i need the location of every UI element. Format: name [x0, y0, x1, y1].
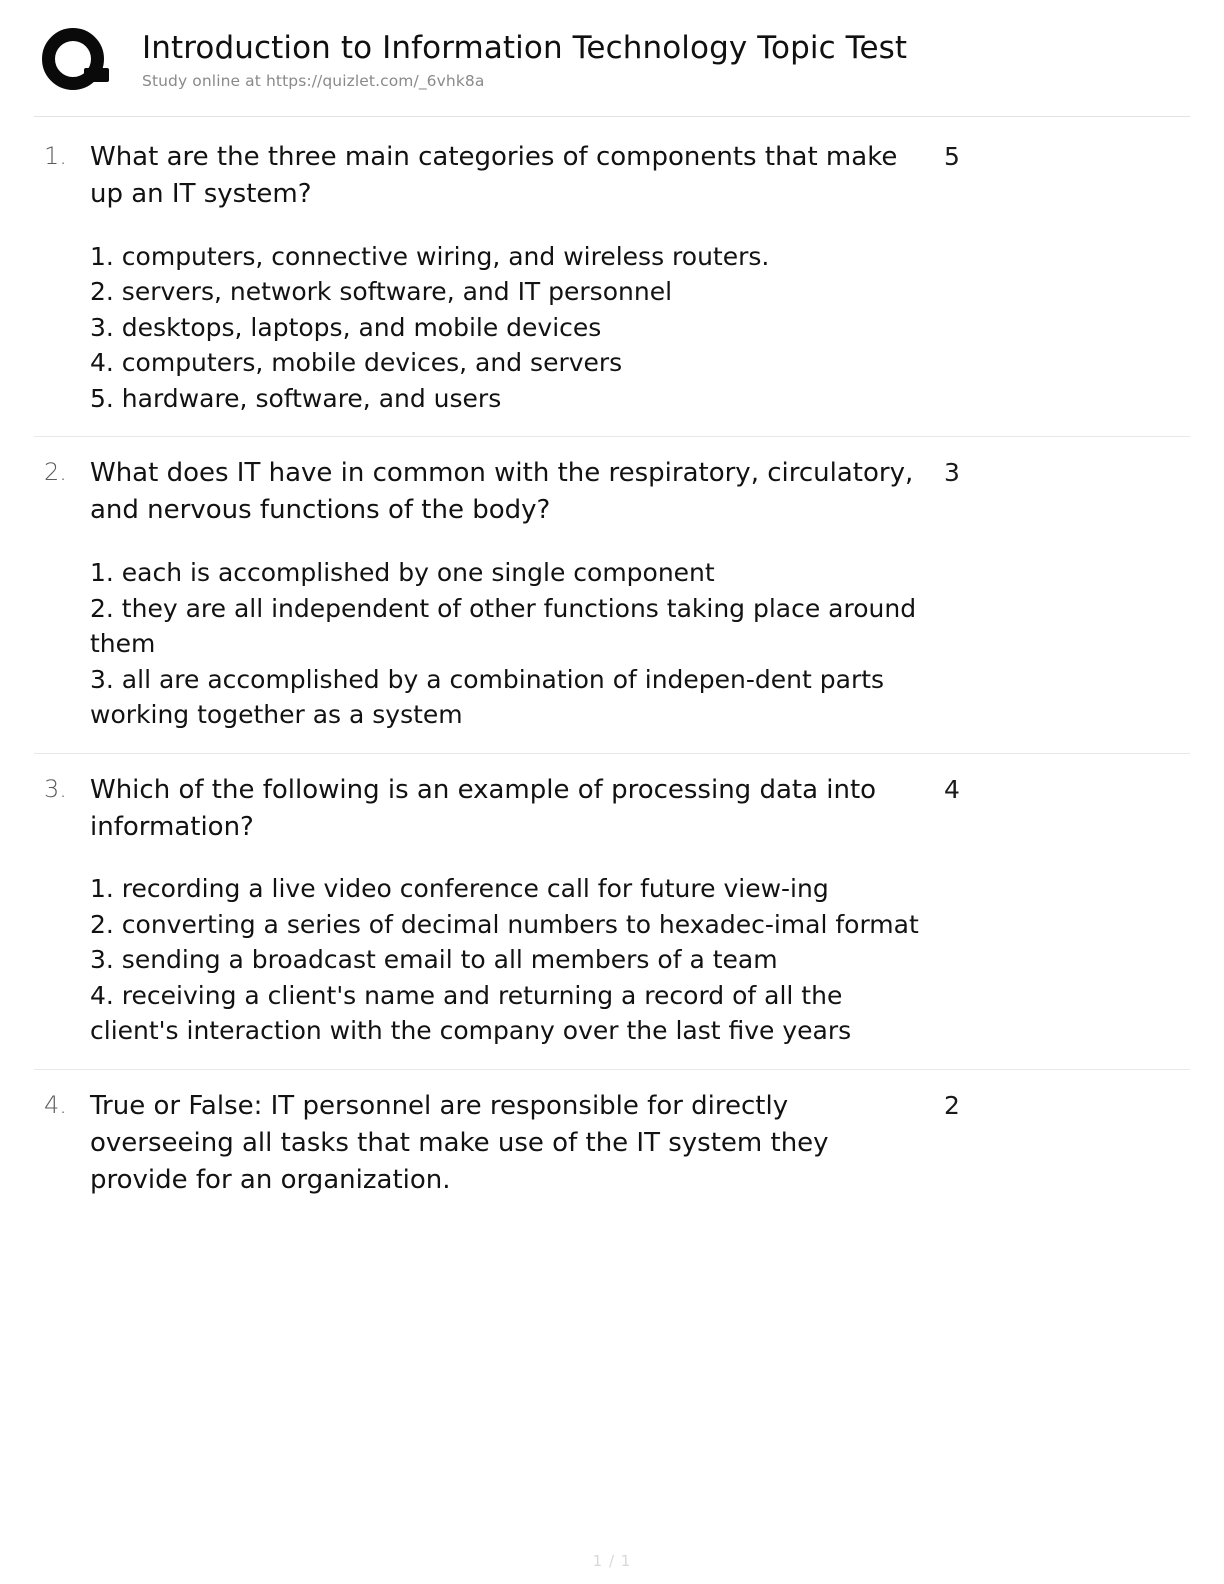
- choice-item: 1. recording a live video conference call for future view-ing: [90, 874, 829, 904]
- choice-item: 2. converting a series of decimal numbers to hexadec-imal format: [90, 909, 919, 939]
- choice-item: 5. hardware, software, and users: [90, 383, 502, 413]
- question-row: [34, 437, 1190, 753]
- choice-item: 3. all are accomplished by a combination of indepen-dent parts working together as a system: [90, 664, 885, 730]
- question-number: 1.: [44, 142, 67, 170]
- choice-item: 2. servers, network software, and IT personnel: [90, 277, 673, 307]
- choice-item: 3. sending a broadcast email to all members of a team: [90, 945, 778, 975]
- question-choices: [90, 239, 930, 417]
- question-row: [34, 1070, 1190, 1219]
- question-answer: 4: [944, 774, 960, 804]
- choice-item: 3. desktops, laptops, and mobile devices: [90, 312, 602, 342]
- question-body: [90, 455, 940, 732]
- question-answer: 2: [944, 1090, 960, 1120]
- header-text-block: [142, 24, 907, 90]
- choice-item: 4. computers, mobile devices, and servers: [90, 348, 623, 378]
- question-text: Which of the following is an example of processing data into information?: [90, 774, 877, 842]
- question-answer: 3: [944, 458, 960, 488]
- choice-item: 1. computers, connective wiring, and wireless routers.: [90, 241, 770, 271]
- question-body: [90, 772, 940, 1049]
- question-list: [34, 117, 1190, 1219]
- question-choices: [90, 871, 930, 1049]
- question-text: What does IT have in common with the respiratory, circulatory, and nervous functions of the body?: [90, 458, 914, 526]
- logo-tail: [84, 68, 109, 82]
- question-text: True or False: IT personnel are responsible for directly overseeing all tasks that make use of the IT system they provide for an organization.: [90, 1090, 829, 1195]
- question-choices: [90, 555, 930, 733]
- question-number: 3.: [44, 774, 67, 803]
- page-title: Introduction to Information Technology Topic Test: [142, 30, 908, 66]
- question-body: [90, 139, 940, 416]
- choice-item: 1. each is accomplished by one single component: [90, 558, 715, 588]
- question-number: 2.: [44, 458, 67, 487]
- page-indicator: 1 / 1: [592, 1552, 632, 1570]
- question-row: [34, 754, 1190, 1070]
- question-answer: 5: [944, 142, 960, 171]
- quizlet-q-logo-icon: [40, 26, 118, 104]
- question-body: [90, 1088, 940, 1199]
- page-subtitle: Study online at https://quizlet.com/_6vhk8a: [142, 71, 485, 90]
- choice-item: 4. receiving a client's name and returning a record of all the client's interaction with the company over the last five years: [90, 980, 852, 1046]
- choice-item: 2. they are all independent of other functions taking place around them: [90, 593, 917, 659]
- document-header: [34, 18, 1190, 117]
- question-text: What are the three main categories of components that make up an IT system?: [90, 142, 898, 209]
- question-number: 4.: [44, 1090, 67, 1119]
- question-row: [34, 121, 1190, 437]
